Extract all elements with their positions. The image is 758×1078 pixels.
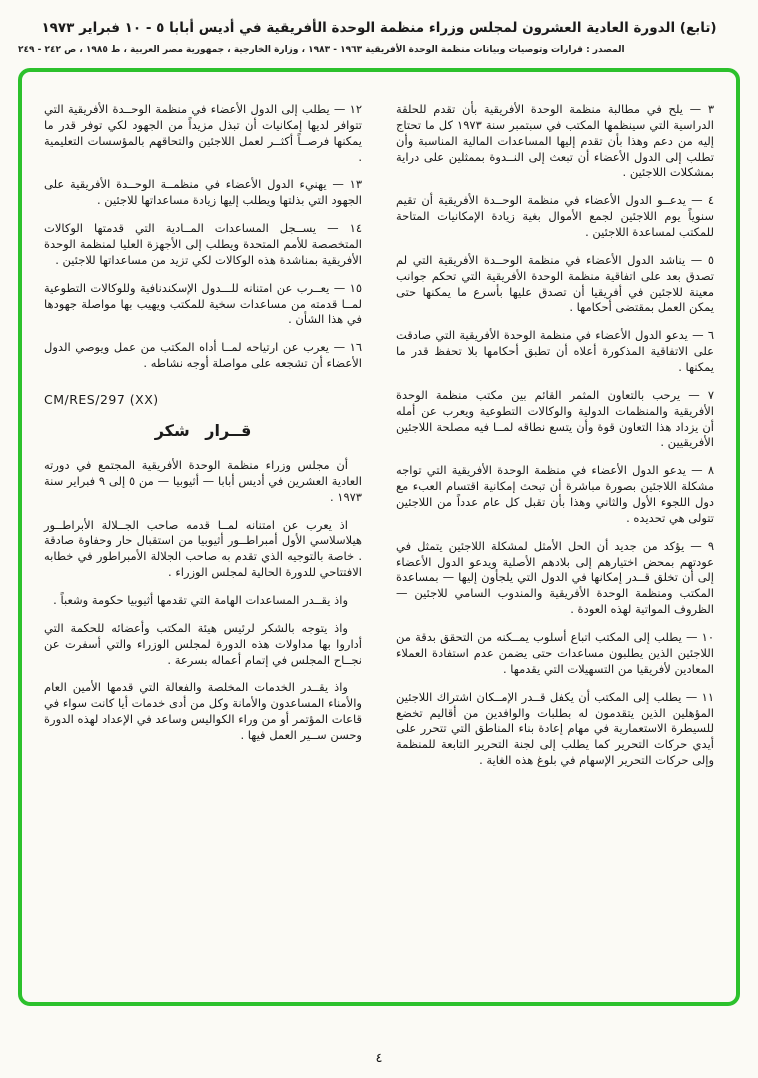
paragraph-11: ١١ — يطلب إلى المكتب أن يكفل قــدر الإمــكان اشتراك اللاجئين المؤهلين الذين يتقدمون له بطلبات والوافدين من أقاليم تخضع للسيطرة الاستعمارية في مهام إعادة بناء المناطق التي تتحرر على أيدي حركات التحرير كما يطلب إلى لجنة التحرير التابعة للمنظمة وإلى حركات التحرير الإسهام في بلوغ هذه الغاية . [396, 689, 714, 768]
paragraph-9: ٩ — يؤكد من جديد أن الحل الأمثل لمشكلة اللاجئين يتمثل في عودتهم بمحض اختيارهم إلى بلادهم الأصلية ويدعو الدول الأعضاء إلى أن تخلق قــدر إمكانها في الدول التي يلجأون إليها — بمساعدة المكتب ومنظمة الوحدة الأفريقية والمندوب السامي للاجئين — الظروف المواتية لهذه العودة . [396, 538, 714, 617]
paragraph-5: ٥ — يناشد الدول الأعضاء في منظمة الوحــدة الأفريقية التي لم تصدق بعد على اتفاقية منظمة الوحدة الأفريقية التي تحكم جوانب معينة للاجئين في أفريقيا أن تصدق عليها بأسرع ما يمكنها حتى يمكن العمل بمقتضى أحكامها . [396, 252, 714, 315]
paragraph-15: ١٥ — يعــرب عن امتنانه للـــدول الإسكندنافية وللوكالات التطوعية لمــا قدمته من مساعدات سخية للمكتب ويهيب بها مواصلة جهودها في هذا الشأن . [44, 280, 362, 327]
column-left [44, 102, 362, 978]
paragraph-12: ١٢ — يطلب إلى الدول الأعضاء في منظمة الوحــدة الأفريقية التي تتوافر لديها إمكانيات أن تبذل مزيداً من الجهود لكي توفر قدر ما يمكنها فرصــاً أكثــر لعمل اللاجئين والتحاقهم بالمؤسسات التعليمية . [44, 102, 362, 164]
column-right [396, 102, 714, 978]
thanks-clause-3: واذ يتوجه بالشكر لرئيس هيئة المكتب وأعضائه للحكمة التي أداروا بها مداولات هذه الدورة لمجلس الوزراء والتي أسفرت عن نجــاح المجلس في إتمام أعماله بسرعة . [44, 620, 362, 667]
thanks-intro-paragraph: أن مجلس وزراء منظمة الوحدة الأفريقية المجتمع في دورته العادية العشرين في أديس أبابا — أثيوبيا — من ٥ إلى ٩ فبراير سنة ١٩٧٣ . [44, 458, 362, 504]
page-number: ٤ [375, 1051, 383, 1066]
thanks-clause-1: اذ يعرب عن امتنانه لمــا قدمه صاحب الجــلالة الأبراطــور هيلاسلاسي الأول أمبراطــور أثيوبيا من استقبال حار وحفاوة صادقة . خاصة بالتوجيه الذي تقدم به صاحب الجلالة الأمبراطور في خطابه الافتتاحي للدورة الحالية لمجلس الوزراء . [44, 517, 362, 580]
thanks-clause-4: واذ يقــدر الخدمات المخلصة والفعالة التي قدمها الأمين العام والأمناء المساعدون والأمانة وكل من أدى خدمات أيا كانت سواء في قاعات المؤتمر أو من وراء الكواليس وساعد في الإعداد لهذه الدورة وحسن ســير العمل فيها . [44, 680, 362, 743]
paragraph-3: ٣ — يلح في مطالبة منظمة الوحدة الأفريقية بأن تقدم للحلقة الدراسية التي سينظمها المكتب في سبتمبر سنة ١٩٧٣ كل ما تحتاج إليه من دعم وهذا بأن تقدم إليها المساعدات المالية المناسبة وأن تطلب إلى الدول الأعضاء أن تبعث إلى النــدوة بممثلين على دراية بمشكلات اللاجئين . [396, 102, 714, 180]
paragraph-7: ٧ — يرحب بالتعاون المثمر القائم بين مكتب منظمة الوحدة الأفريقية والمنظمات الدولية والوكالات التطوعية ويعرب عن أمله أن يزداد هذا التعاون قوة وأن يتسع نطاقه لمــا فيه مصلحة اللاجئين الأفريقيين . [396, 387, 714, 450]
paragraph-13: ١٣ — يهنيء الدول الأعضاء في منظمــة الوحــدة الأفريقية على الجهود التي بذلتها ويطلب إليها زيادة مساعداتها للاجئين . [44, 177, 362, 208]
thanks-clause-2: واذ يقــدر المساعدات الهامة التي تقدمها أثيوبيا حكومة وشعباً . [53, 593, 348, 608]
source-citation: المصدر : قرارات وتوصيات وبيانات منظمة الوحدة الأفريقية ١٩٦٣ - ١٩٨٣ ، وزارة الخارجية ، جمهورية مصر العربية ، ط ١٩٨٥ ، ص ٢٤٢ - ٢٤٩ [18, 45, 625, 55]
paragraph-16: ١٦ — يعرب عن ارتياحه لمــا أداه المكتب من عمل ويوصي الدول الأعضاء أن تشجعه على مواصلة أوجه نشاطه . [44, 340, 362, 371]
green-border-frame [18, 68, 740, 1006]
paragraph-14: ١٤ — يســجل المساعدات المــادية التي قدمتها الوكالات المتخصصة للأمم المتحدة ويطلب إلى الأجهزة العليا لمنظمة الوحدة الأفريقية بمناشدة هذه الوكالات لكي تزيد من مساعداتها للاجئين . [44, 221, 362, 267]
resolution-title: قــرار شكر [154, 421, 252, 441]
resolution-reference: CM/RES/297 (XX) [44, 392, 159, 408]
paragraph-4: ٤ — يدعــو الدول الأعضاء في منظمة الوحــدة الأفريقية أن تقيم سنوياً يوم اللاجئين لجمع الأموال بغية زيادة الإمكانيات المتاحة للمكتب لمساعدة اللاجئين . [396, 193, 714, 240]
paragraph-8: ٨ — يدعو الدول الأعضاء في منظمة الوحدة الأفريقية التي تواجه مشكلة اللاجئين بصورة مباشرة أن تبحث إمكانية اقتسام العبء مع دول اللجوء الأول والثاني وهذا بأن تقبل كل عام عدداً من اللاجئين تتولى هي تحديده . [396, 463, 714, 525]
paragraph-6: ٦ — يدعو الدول الأعضاء في منظمة الوحدة الأفريقية التي صادقت على الاتفاقية المذكورة أعلاه أن تطبق أحكامها بلا تحفظ قدر ما يمكنها . [396, 328, 714, 375]
page-title: (تابع) الدورة العادية العشرون لمجلس وزراء منظمة الوحدة الأفريقية في أديس أبابا ٥ - ١٠ فبراير ١٩٧٣ [41, 20, 717, 36]
page-header [0, 0, 758, 55]
two-column-layout [44, 102, 714, 978]
paragraph-10: ١٠ — يطلب إلى المكتب اتباع أسلوب يمــكنه من التحقق بدقة من اللاجئين الذين يطلبون مساعدات حتى يضمن عدم استفادة العملاء المعادين لأفريقيا من التسهيلات التي يقدمها . [396, 630, 714, 676]
